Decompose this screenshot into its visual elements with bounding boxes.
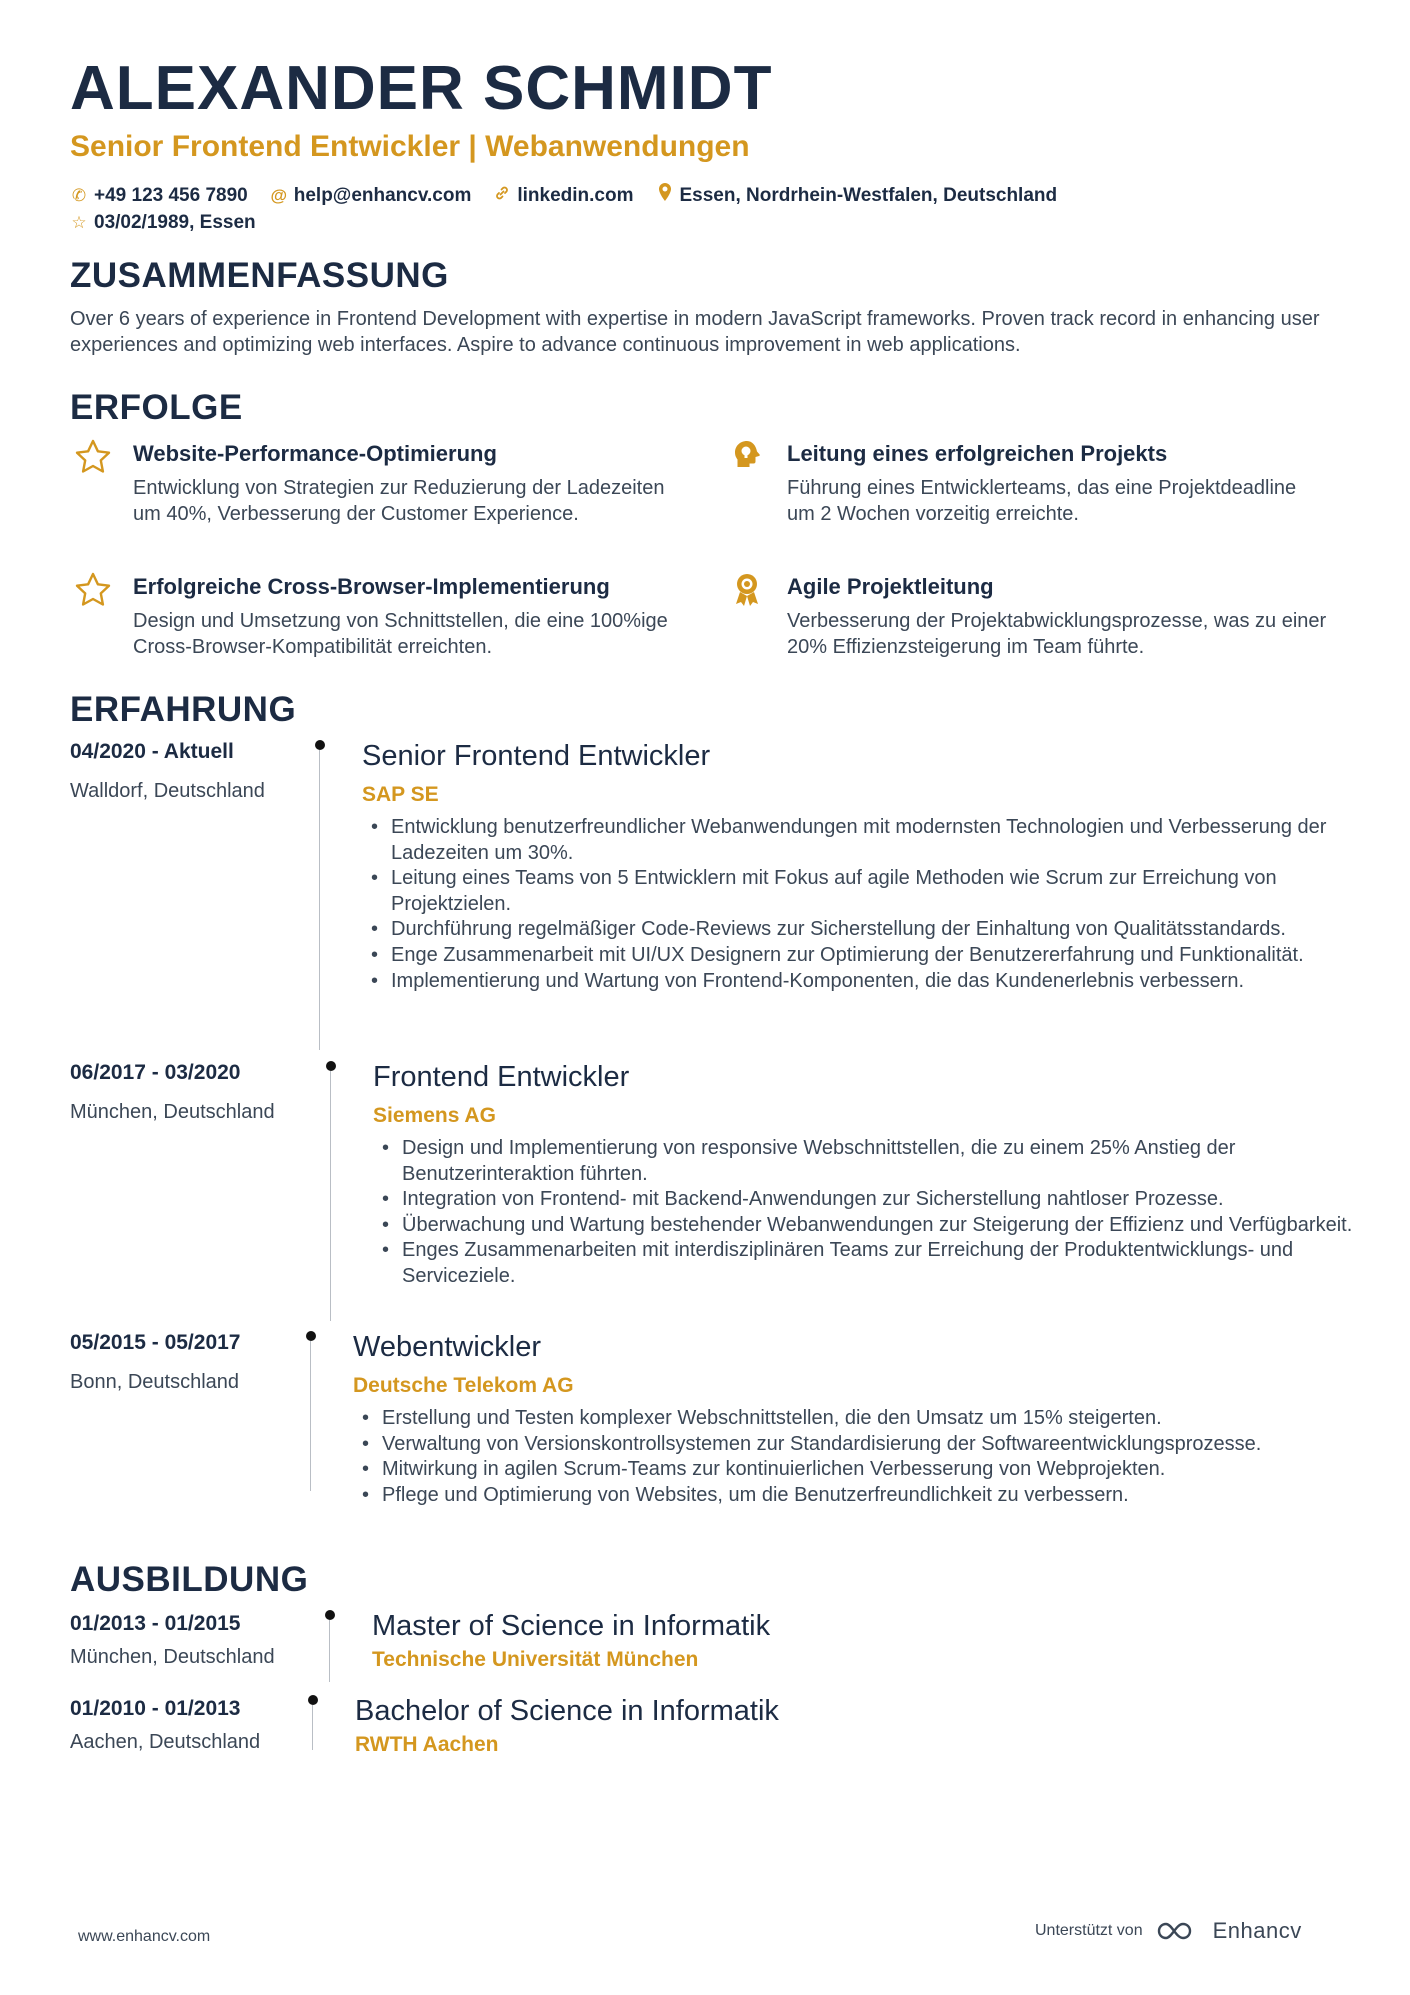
education-school: RWTH Aachen (355, 1733, 499, 1756)
achievement-title: Erfolgreiche Cross-Browser-Implementierung (133, 574, 610, 599)
education-degree: Bachelor of Science in Informatik (355, 1695, 779, 1727)
job-bullets (363, 815, 1353, 994)
timeline-line (329, 1620, 330, 1682)
job-location: Walldorf, Deutschland (70, 780, 265, 802)
job-title: Frontend Entwickler (373, 1061, 630, 1093)
powered-by-text: Unterstützt von (1035, 1922, 1143, 1939)
list-item: • Implementierung und Wartung von Frontend-Komponenten, die das Kundenerlebnis verbessern. (363, 969, 1353, 995)
list-item: • Enge Zusammenarbeit mit UI/UX Designern zur Optimierung der Benutzererfahrung und Funktionalität. (363, 943, 1353, 969)
timeline-line (310, 1341, 311, 1491)
achievement-title: Leitung eines erfolgreichen Projekts (787, 441, 1168, 466)
timeline-dot (308, 1695, 318, 1705)
footer-website[interactable]: www.enhancv.com (78, 1928, 211, 1945)
star-icon (73, 570, 113, 610)
list-item: • Überwachung und Wartung bestehender Webanwendungen zur Steigerung der Effizienz und Verfügbarkeit. (374, 1213, 1354, 1239)
summary-heading: ZUSAMMENFASSUNG (70, 256, 449, 295)
education-school: Technische Universität München (372, 1648, 699, 1671)
achievement-desc: Führung eines Entwicklerteams, das eine Projektdeadline um 2 Wochen vorzeitig erreichte. (787, 477, 1297, 525)
job-company: SAP SE (362, 783, 439, 806)
timeline-line (319, 750, 320, 1050)
job-date: 04/2020 - Aktuell (70, 740, 234, 763)
list-item: • Durchführung regelmäßiger Code-Reviews zur Sicherstellung der Einhaltung von Qualitätsstandards. (363, 917, 1353, 943)
enhancv-logo-icon (1155, 1920, 1201, 1942)
education-date: 01/2013 - 01/2015 (70, 1612, 241, 1635)
achievement-desc: Verbesserung der Projektabwicklungsprozesse, was zu einer 20% Effizienzsteigerung im Team führte. (787, 610, 1327, 658)
job-date: 05/2015 - 05/2017 (70, 1331, 241, 1354)
job-company: Siemens AG (373, 1104, 496, 1127)
award-ribbon-icon (727, 570, 767, 610)
achievement-title: Website-Performance-Optimierung (133, 441, 497, 466)
education-degree: Master of Science in Informatik (372, 1610, 771, 1642)
contact-phone-text: +49 123 456 7890 (94, 185, 248, 206)
job-location: Bonn, Deutschland (70, 1371, 240, 1393)
phone-icon: ✆ (71, 186, 87, 205)
list-item: • Integration von Frontend- mit Backend-Anwendungen zur Sicherstellung nahtloser Prozesse. (374, 1187, 1354, 1213)
list-item: • Mitwirkung in agilen Scrum-Teams zur kontinuierlichen Verbesserung von Webprojekten. (354, 1457, 1314, 1483)
achievement-desc: Design und Umsetzung von Schnittstellen, die eine 100%ige Cross-Browser-Kompatibilität erreichten. (133, 610, 668, 658)
job-location: München, Deutschland (70, 1101, 275, 1123)
list-item: • Verwaltung von Versionskontrollsystemen zur Standardisierung der Softwareentwicklungsprozesse. (354, 1432, 1314, 1458)
list-item: • Pflege und Optimierung von Websites, um die Benutzerfreundlichkeit zu verbessern. (354, 1483, 1314, 1509)
location-pin-icon (656, 182, 674, 209)
job-bullets (374, 1136, 1354, 1290)
contact-phone (70, 182, 248, 209)
education-location: Aachen, Deutschland (70, 1731, 261, 1753)
job-company: Deutsche Telekom AG (353, 1374, 574, 1397)
star-icon (73, 437, 113, 477)
list-item: • Enges Zusammenarbeiten mit interdisziplinären Teams zur Erreichung der Produktentwicklungs- und Serviceziele. (374, 1238, 1354, 1289)
list-item: • Leitung eines Teams von 5 Entwicklern mit Fokus auf agile Methoden wie Scrum zur Erreichung von Projektzielen. (363, 866, 1353, 917)
job-bullets (354, 1406, 1314, 1508)
timeline-dot (306, 1331, 316, 1341)
at-icon: @ (270, 186, 288, 205)
candidate-name: ALEXANDER SCHMIDT (70, 54, 773, 123)
timeline-dot (315, 740, 325, 750)
timeline-line (312, 1705, 313, 1750)
education-heading: AUSBILDUNG (70, 1560, 309, 1599)
job-date: 06/2017 - 03/2020 (70, 1061, 241, 1084)
list-item: • Design und Implementierung von responsive Webschnittstellen, die zu einem 25% Anstieg der Benutzerinteraktion führten. (374, 1136, 1354, 1187)
education-location: München, Deutschland (70, 1646, 275, 1668)
head-lightbulb-icon (727, 437, 767, 477)
contact-info (70, 182, 1350, 236)
job-title: Senior Frontend Entwickler (362, 740, 711, 772)
brand-name: Enhancv (1212, 1918, 1302, 1943)
contact-location-text: Essen, Nordrhein-Westfalen, Deutschland (679, 185, 1058, 206)
list-item: • Erstellung und Testen komplexer Webschnittstellen, die den Umsatz um 15% steigerten. (354, 1406, 1314, 1432)
contact-birth-text: 03/02/1989, Essen (94, 212, 256, 233)
achievements-heading: ERFOLGE (70, 388, 243, 427)
footer-branding (1035, 1918, 1302, 1944)
timeline-dot (325, 1610, 335, 1620)
contact-linkedin[interactable] (493, 182, 633, 209)
list-item: • Entwicklung benutzerfreundlicher Webanwendungen mit modernsten Technologien und Verbesserung der Ladezeiten um 30%. (363, 815, 1353, 866)
timeline-line (330, 1071, 331, 1321)
achievement-title: Agile Projektleitung (787, 574, 994, 599)
experience-heading: ERFAHRUNG (70, 690, 297, 729)
education-date: 01/2010 - 01/2013 (70, 1697, 241, 1720)
contact-email-text: help@enhancv.com (293, 185, 472, 206)
timeline-dot (326, 1061, 336, 1071)
star-icon: ☆ (71, 213, 87, 232)
summary-text: Over 6 years of experience in Frontend Development with expertise in modern JavaScript frameworks. Proven track record in enhancing user experiences and optimizing web interfaces. Aspire to advance continuous improvement in web applications. (70, 308, 1320, 356)
contact-email[interactable] (270, 182, 472, 209)
contact-linkedin-text: linkedin.com (517, 185, 634, 206)
link-icon (493, 182, 511, 209)
contact-location (656, 182, 1058, 209)
contact-birth (70, 209, 256, 236)
candidate-title: Senior Frontend Entwickler | Webanwendungen (70, 130, 750, 163)
job-title: Webentwickler (353, 1331, 542, 1363)
achievement-desc: Entwicklung von Strategien zur Reduzierung der Ladezeiten um 40%, Verbesserung der Customer Experience. (133, 477, 665, 525)
